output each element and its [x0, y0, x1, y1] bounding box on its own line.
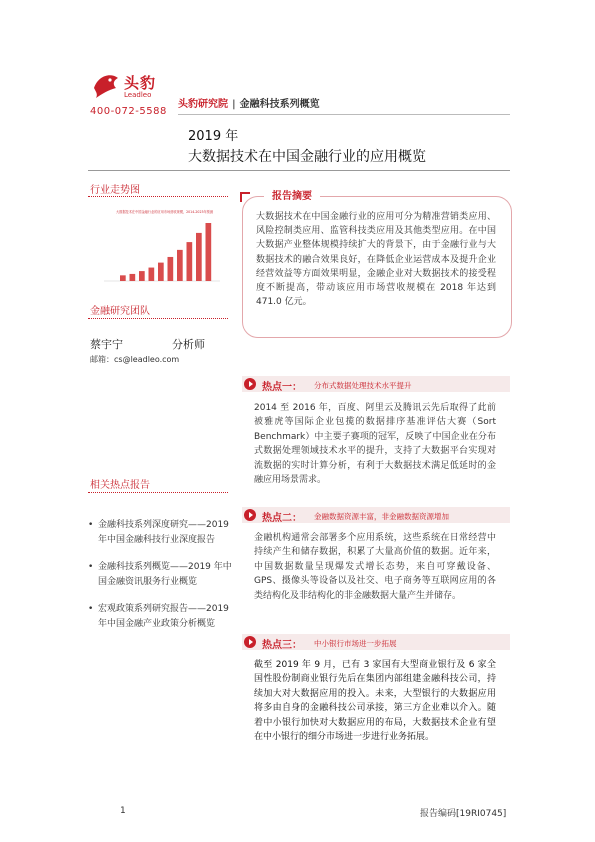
hotspot-3-header	[242, 634, 510, 650]
hotspot-3-text: 截至 2019 年 9 月，已有 3 家国有大型商业银行及 6 家全国性股份制商业银行先后在集团内部组建金融科技公司，持续加大对大数据应用的投入。未来，大型银行的大数据应用将多由自身的金融科技公司承接，第三方企业难以介入。随着中小银行加快对大数据应用的布局，大数据技术企业有望在中小银行的细分市场进一步进行业务拓展。	[254, 660, 496, 743]
email-address[interactable]: cs@leadleo.com	[114, 355, 180, 364]
report-title: 大数据技术在中国金融行业的应用概览	[188, 149, 426, 165]
analyst-role: 分析师	[172, 338, 205, 351]
report-year: 2019 年	[188, 129, 239, 144]
hotspot-label: 热点三：	[262, 640, 302, 651]
chart-bar	[120, 275, 126, 281]
chart-bar	[139, 271, 145, 281]
chart-bar	[177, 250, 183, 281]
brand-name: 头豹	[124, 74, 157, 92]
hotspot-subtitle: 金融数据资源丰富，非金融数据资源增加	[314, 512, 449, 521]
chart-bar	[158, 263, 164, 281]
chart-bar	[168, 257, 174, 281]
related-reports-list	[88, 518, 238, 644]
header-separator: |	[232, 99, 236, 110]
chart-title: 大数据技术在中国金融行业的应用市场营收规模，2014-2023年预测	[116, 210, 214, 214]
related-heading: 相关热点报告	[90, 480, 150, 491]
analyst-email	[90, 354, 179, 365]
play-icon	[244, 509, 256, 521]
chart-bar	[130, 274, 136, 281]
hotspot-subtitle: 中小银行市场进一步拓展	[314, 639, 397, 648]
report-header	[178, 95, 320, 110]
summary-heading: 报告摘要	[264, 187, 320, 202]
institute-name: 头豹研究院	[178, 99, 228, 110]
chart-bar	[206, 223, 212, 281]
divider	[88, 492, 228, 493]
summary-text: 大数据技术在中国金融行业的应用可分为精准营销类应用、风险控制类应用、监管科技类应用及其他类型应用。在中国大数据产业整体规模持续扩大的背景下，由于金融行业与大数据技术的融合效果良好，在降低企业运营成本及提升企业经营效益等方面效果明显，金融企业对大数据技术的接受程度不断提高，带动该应用市场营收规模在 2018 年达到 471.0 亿元。	[256, 212, 496, 308]
chart-bar	[196, 233, 202, 281]
play-icon	[244, 636, 256, 648]
related-report-link[interactable]: • 宏观政策系列研究报告——2019 年中国金融产业政策分析概览	[88, 602, 238, 632]
report-code: 报告编码[19RI0745]	[420, 809, 507, 819]
divider	[88, 318, 228, 319]
hotspot-2-header	[242, 507, 510, 523]
divider	[178, 114, 510, 115]
hotspot-2-text: 金融机构通常会部署多个应用系统，这些系统在日常经营中持续产生和储存数据，积累了大量高价值的数据。近年来，中国数据数量呈现爆发式增长态势，来自可穿戴设备、GPS、摄像头等设备以及社交、电子商务等互联网应用的各类结构化及非结构化的非金融数据大量产生并储存。	[254, 533, 496, 601]
hotspot-label: 热点一：	[262, 382, 302, 393]
divider	[88, 170, 510, 171]
hotspot-label: 热点二：	[262, 513, 302, 524]
corner-mark	[240, 192, 250, 202]
analyst-name: 蔡宇宁	[90, 338, 123, 351]
related-report-link[interactable]: • 金融科技系列概览——2019 年中国金融资讯服务行业概览	[88, 560, 238, 590]
hotspot-1-header	[242, 376, 510, 392]
play-icon	[244, 378, 256, 390]
hotspot-1-text: 2014 至 2016 年，百度、阿里云及腾讯云先后取得了此前被雅虎等国际企业包揽的数据排序基准评估大赛（Sort Benchmark）中主要子赛项的冠军，反映了中国企业在分布式数据处理领域技术水平的提升，支持了大数据平台实现对流数据的实时计算分析，有利于大数据技术满足低延时的金融应用场景需求。	[254, 403, 496, 486]
email-label: 邮箱：	[90, 355, 114, 364]
team-heading: 金融研究团队	[90, 306, 150, 317]
page-number: 1	[120, 806, 126, 816]
divider	[88, 196, 228, 197]
report-category: 金融科技系列概览	[239, 99, 320, 110]
brand-name-en: Leadleo	[124, 91, 152, 99]
chart-bar	[149, 268, 155, 281]
trend-chart	[90, 205, 225, 290]
related-report-link[interactable]: • 金融科技系列深度研究——2019 年中国金融科技行业深度报告	[88, 518, 238, 548]
chart-bar	[187, 242, 193, 281]
phone-number: 400-072-5588	[90, 106, 167, 117]
trend-heading: 行业走势图	[90, 185, 140, 196]
hotspot-subtitle: 分布式数据处理技术水平提升	[314, 381, 412, 390]
